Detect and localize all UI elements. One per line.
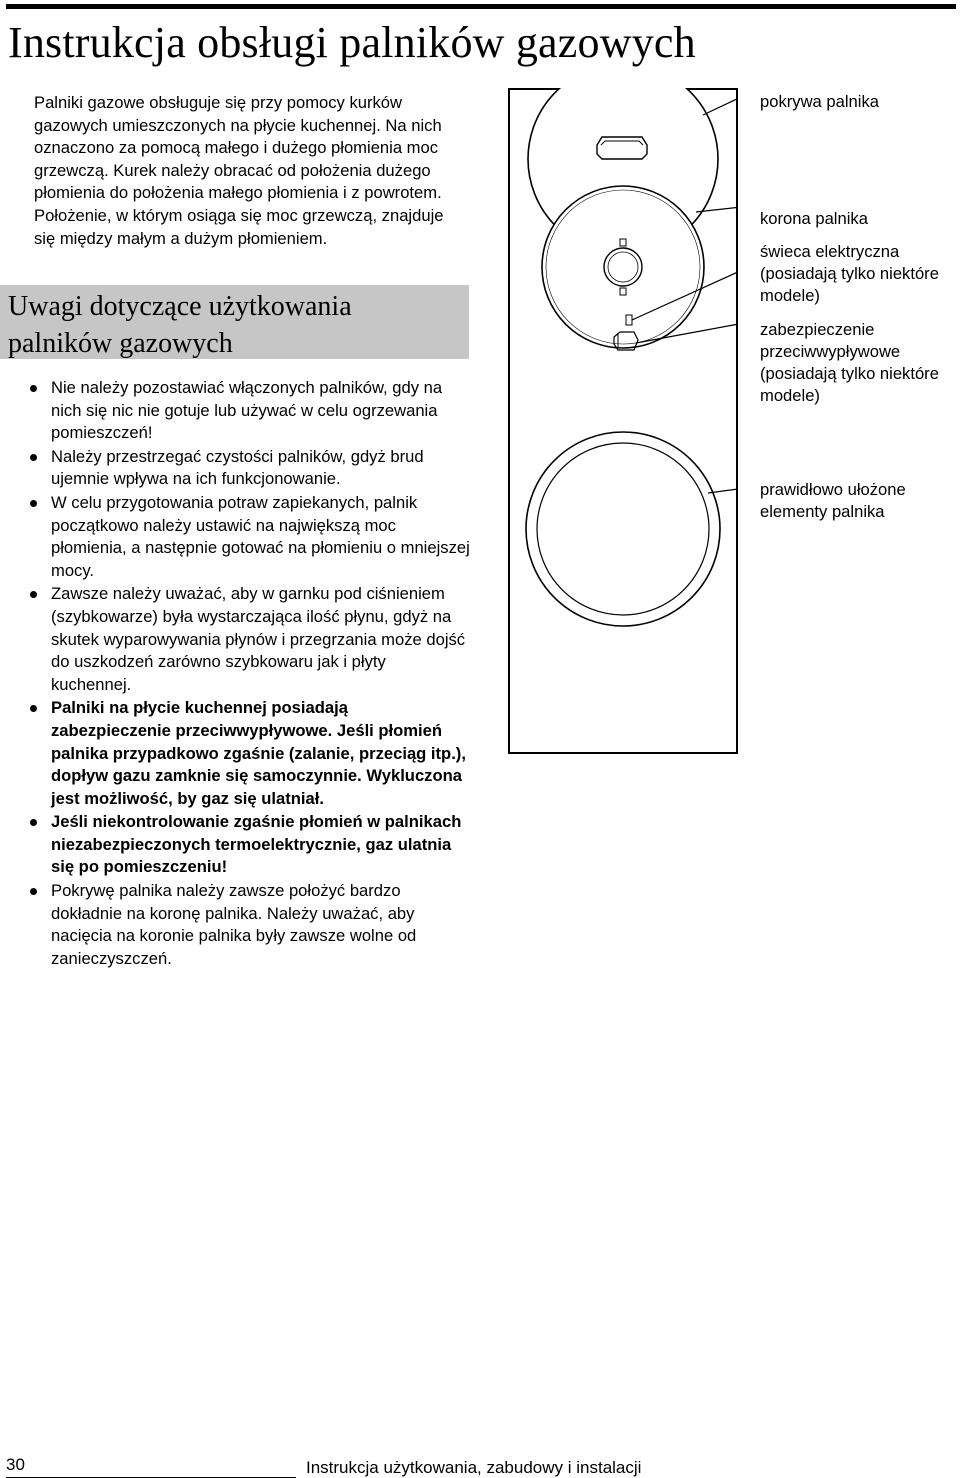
bullet-icon [30,705,37,712]
label-burner-cover: pokrywa palnika [760,92,879,111]
bullet-icon [30,888,37,895]
page-title: Instrukcja obsługi palników gazowych [8,18,696,67]
label-safety-device: zabezpieczenie przeciwwypływowe (posiadają tylko niektóre modele) [760,320,939,405]
intro-paragraph: Palniki gazowe obsługuje się przy pomocy kurków gazowych umieszczonych na płycie kuchennej. Na nich oznaczono za pomocą małego i dużego płomienia moc grzewczą. Kurek należy obracać od położenia dużego płomienia do położenia małego płomienia i z powrotem. Położenie, w którym osiąga się moc grzewczą, znajduje się między małym a dużym płomieniem. [34,93,444,248]
bullet-icon [30,454,37,461]
list-item: Zawsze należy uważać, aby w garnku pod ciśnieniem (szybkowarze) była wystarczająca ilość płynu, gdyż na skutek wyparowywania płynów i przegrzania może dojść do uszkodzeń zarówno szybkowaru jak i płyty kuchennej. [30,583,470,696]
burner-diagram [508,88,738,754]
bullet-icon [30,819,37,826]
section-heading: Uwagi dotyczące użytkowania palników gazowych [8,291,352,359]
list-item: Pokrywę palnika należy zawsze położyć bardzo dokładnie na koronę palnika. Należy uważać, aby nacięcia na koronie palnika były zawsze wolne od zanieczyszczeń. [30,880,470,970]
list-item: Nie należy pozostawiać włączonych palników, gdy na nich się nic nie gotuje lub używać w celu ogrzewania pomieszczeń! [30,377,470,445]
bullet-icon [30,500,37,507]
header-rule [6,4,956,9]
label-spark-plug: świeca elektryczna (posiadają tylko niektóre modele) [760,242,939,305]
label-burner-crown: korona palnika [760,209,868,228]
list-item: W celu przygotowania potraw zapiekanych, palnik początkowo należy ustawić na największą moc płomienia, a następnie gotować na płomieniu o mniejszej mocy. [30,492,470,582]
bullet-icon [30,591,37,598]
list-item: Należy przestrzegać czystości palników, gdyż brud ujemnie wpływa na ich funkcjonowanie. [30,446,470,491]
burner-crown-illustration [542,186,704,350]
list-item-warning: Palniki na płycie kuchennej posiadają zabezpieczenie przeciwwypływowe. Jeśli płomień palnika przypadkowo zgaśnie (zalanie, przeciąg itp.), dopływ gazu zamknie się samoczynnie. Wykluczona jest możliwość, by gaz się ulatniał. [30,697,470,810]
bullet-icon [30,385,37,392]
label-assembled-burner: prawidłowo ułożone elementy palnika [760,480,906,521]
page-number: 30 [6,1455,25,1474]
assembled-burner-illustration [526,432,720,626]
list-item-warning: Jeśli niekontrolowanie zgaśnie płomień w palnikach niezabezpieczonych termoelektrycznie, gaz ulatnia się po pomieszczeniu! [30,811,470,879]
footer-text: Instrukcja użytkowania, zabudowy i instalacji [306,1458,642,1477]
notes-list [30,377,470,971]
